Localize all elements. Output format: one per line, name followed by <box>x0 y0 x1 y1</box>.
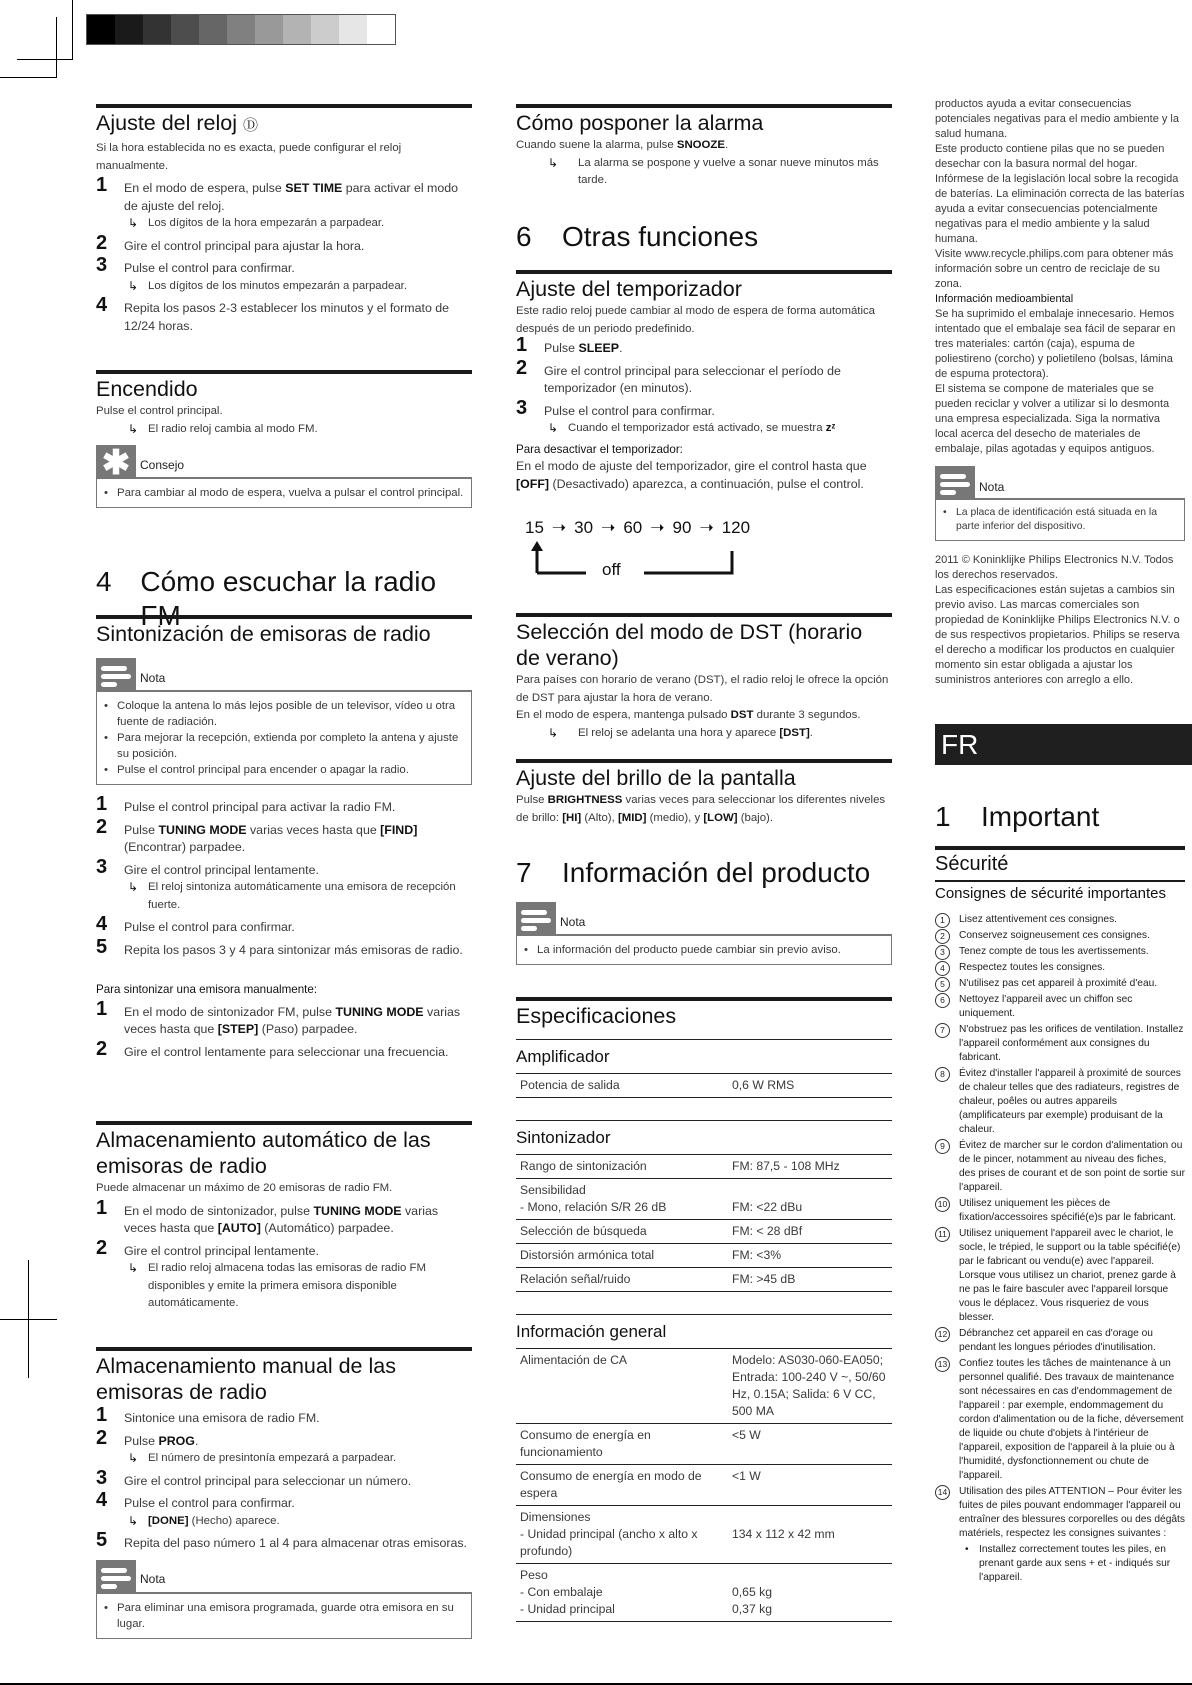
paragraph: Se ha suprimido el embalaje innecesario. Hemos intentado que el embalaje sea fácil de separar en tres materiales: cartón (caja), espuma de poliestireno (corcho) y polietileno (bolsas, lámina de espuma protectora). <box>935 308 1176 380</box>
crop-mark <box>0 1319 57 1320</box>
step: 1 En el modo de sintonizador, pulse TUNING MODE varias veces hasta que [AUTO] (Automático) parpadee. <box>96 1196 439 1235</box>
step: 1 Sintonice una emisora de radio FM. <box>96 1404 320 1426</box>
result: ↳ El radio reloj almacena todas las emisoras de radio FM disponibles y emite la primera emisora disponible automáticamente. <box>96 1260 472 1313</box>
asterisk-tip-icon: ✱ <box>96 445 136 478</box>
gray-swatch <box>339 15 367 44</box>
spec-value: FM: 87,5 - 108 MHz <box>728 1155 892 1179</box>
loop-arrow-icon <box>516 541 756 581</box>
circled-number-icon: 6 <box>935 993 950 1008</box>
section-auto-store <box>96 1121 472 1313</box>
spec-label: Dimensiones - Unidad principal (ancho x alto x profundo) <box>516 1506 728 1564</box>
spec-row <box>516 1465 892 1506</box>
paragraph: Visite www.recycle.philips.com para obtener más información sobre un centro de reciclaje de su zona. <box>935 248 1174 290</box>
step: 3 Gire el control principal lentamente. <box>96 855 319 878</box>
cycle-value: 120 <box>721 518 751 537</box>
spec-label: Sensibilidad - Mono, relación S/R 26 dB <box>516 1179 728 1220</box>
section-dst <box>516 613 892 742</box>
circled-number-icon: 12 <box>935 1327 950 1342</box>
sleep-zz-icon: zᶻ <box>825 422 836 434</box>
safety-item: 12 Débranchez cet appareil en cas d'orage ou pendant les longues périodes d'inutilisation. <box>935 1327 1185 1355</box>
spec-table-general <box>516 1349 892 1622</box>
circled-number-icon: 1 <box>935 913 950 928</box>
gray-swatch <box>367 15 395 44</box>
spec-value: FM: >45 dB <box>728 1268 892 1292</box>
spec-group-title: Información general <box>516 1314 892 1349</box>
step: 4 Pulse el control para confirmar. <box>96 913 295 935</box>
result: ↳ El reloj sintoniza automáticamente una emisora de recepción fuerte. <box>96 879 472 914</box>
crop-mark <box>72 0 73 60</box>
paragraph: En el modo de ajuste del temporizador, gire el control hasta que [OFF] (Desactivado) aparezca, a continuación, pulse el control. <box>516 459 867 491</box>
section-snooze <box>516 104 892 190</box>
result: ↳ Los dígitos de los minutos empezarán a parpadear. <box>96 278 472 296</box>
step: 4 Pulse el control para confirmar. <box>96 1489 295 1511</box>
circled-number-icon: 2 <box>935 929 950 944</box>
gray-swatch <box>115 15 143 44</box>
spec-row <box>516 1074 892 1098</box>
safety-item: 11 Utilisez uniquement l'appareil avec le chariot, le socle, le trépied, le support ou la table spécifié(e) par le fabricant ou vendu(e) avec l'appareil. Lorsque vous utilisez un chariot, prenez garde à ne pas le faire basculer avec l'appareil lorsque vous le déplacez. Vous risqueriez de vous blesser. <box>935 1227 1185 1325</box>
section-title: Almacenamiento automático de las emisoras de radio <box>96 1128 431 1178</box>
right-column <box>935 97 1185 688</box>
gray-swatch <box>143 15 171 44</box>
gray-swatch <box>311 15 339 44</box>
result: ↳ El radio reloj cambia al modo FM. <box>96 421 472 439</box>
step: 2 Gire el control principal lentamente. <box>96 1236 319 1259</box>
intro: Puede almacenar un máximo de 20 emisoras de radio FM. <box>96 1182 393 1194</box>
arrow-right-icon: ➝ <box>551 518 567 537</box>
note-box: Nota • La placa de identificación está situada en la parte inferior del dispositivo. <box>935 473 1185 541</box>
spec-row <box>516 1424 892 1465</box>
tip-box: ✱ Consejo • Para cambiar al modo de espera, vuelva a pulsar el control principal. <box>96 452 472 508</box>
section-title: Encendido <box>96 377 198 401</box>
circled-number-icon: 10 <box>935 1197 950 1212</box>
spec-value: Modelo: AS030-060-EA050; Entrada: 100-240 V ~, 50/60 Hz, 0.15A; Salida: 6 V CC, 500 MA <box>728 1349 892 1424</box>
spec-value: 134 x 112 x 42 mm <box>728 1506 892 1564</box>
section-title: Sintonización de emisoras de radio <box>96 622 431 646</box>
step: 1 En el modo de espera, pulse SET TIME para activar el modo de ajuste del reloj. <box>96 174 459 213</box>
cycle-off-label: off <box>602 560 621 579</box>
spec-label: Selección de búsqueda <box>516 1220 728 1244</box>
page-bottom-rule <box>0 1683 1192 1685</box>
spec-group-title: Sintonizador <box>516 1120 892 1155</box>
arrow-right-icon: ➝ <box>601 518 616 537</box>
intro: Pulse el control principal. <box>96 405 223 417</box>
subsection-title: Consignes de sécurité importantes <box>935 885 1166 902</box>
safety-item: 4 Respectez toutes les consignes. <box>935 961 1185 975</box>
safety-item: 14 Utilisation des piles ATTENTION – Pour éviter les fuites de piles pouvant endommager l'appareil ou entraîner des blessures corporelles ou des dégâts matériels, respectez les consignes suivantes : <box>935 1485 1185 1541</box>
section-title: Especificaciones <box>516 1004 677 1028</box>
spec-label: Peso - Con embalaje - Unidad principal <box>516 1564 728 1622</box>
spec-value: 0,6 W RMS <box>728 1074 892 1098</box>
paragraph: Infórmese de la legislación local sobre la recogida de baterías. La eliminación correcta de las baterías ayuda a evitar consecuencias potencialmente negativas para el medio ambiente y la salud humana. <box>935 173 1185 245</box>
safety-item: 2 Conservez soigneusement ces consignes. <box>935 929 1185 943</box>
note-box: Nota • Coloque la antena lo más lejos posible de un televisor, vídeo u otra fuente de radiación. • Para mejorar la recepción, extienda por completo la antena y ajuste su posición. • Pulse el control principal para encender o apagar la radio. <box>96 665 472 785</box>
section-title: Cómo posponer la alarma <box>516 111 764 135</box>
section-title: Ajuste del brillo de la pantalla <box>516 766 796 790</box>
note-icon <box>96 658 136 691</box>
tip-item: • Para cambiar al modo de espera, vuelva a pulsar el control principal. <box>117 485 465 501</box>
safety-item: 8 Évitez d'installer l'appareil à proximité de sources de chaleur telles que des radiateurs, registres de chaleur, poêles ou autres appareils (amplificateurs par exemple) produisant de la chaleur. <box>935 1067 1185 1137</box>
step: 3 Pulse el control para confirmar. <box>516 396 715 419</box>
safety-item: 1 Lisez attentivement ces consignes. <box>935 913 1185 927</box>
spec-row <box>516 1155 892 1179</box>
gray-swatch <box>283 15 311 44</box>
safety-sub-bullet: • Installez correctement toutes les piles, en prenant garde aux sens + et - indiqués sur l'appareil. <box>965 1544 1171 1583</box>
section-specs <box>516 997 892 1622</box>
result: ↳ El número de presintonía empezará a parpadear. <box>96 1450 472 1468</box>
gray-swatch <box>199 15 227 44</box>
section-clock <box>96 104 472 335</box>
crop-mark <box>17 59 73 60</box>
spec-label: Alimentación de CA <box>516 1349 728 1424</box>
paragraph: Las especificaciones están sujetas a cambios sin previo aviso. Las marcas comerciales son propiedad de Koninklijke Philips Electronics N.V. o de sus respectivos propietarios. Philips se reserva el derecho a modificar los productos en cualquier momento sin estar obligada a ajustar los suministros anteriores con arreglo a ello. <box>935 584 1180 686</box>
section-title: Almacenamiento manual de las emisoras de radio <box>96 1354 396 1404</box>
note-box: Nota • Para eliminar una emisora programada, guarde otra emisora en su lugar. <box>96 1567 472 1639</box>
step: 2 Pulse PROG. <box>96 1426 199 1449</box>
paragraph: productos ayuda a evitar consecuencias potenciales negativas para el medio ambiente y la salud humana. <box>935 98 1179 140</box>
step: 2 Gire el control principal para seleccionar el período de temporizador (en minutos). <box>516 356 841 395</box>
spec-label: Rango de sintonización <box>516 1155 728 1179</box>
section-title: Sécurité <box>935 853 1009 875</box>
gray-swatch <box>227 15 255 44</box>
safety-item: 5 N'utilisez pas cet appareil à proximité d'eau. <box>935 977 1185 991</box>
chapter-4-heading: 4 Cómo escuchar la radio FM <box>96 566 437 631</box>
section-brightness <box>516 759 892 827</box>
note-icon <box>935 466 975 499</box>
cycle-value: 60 <box>623 518 643 537</box>
cycle-value: 30 <box>574 518 594 537</box>
paragraph: El sistema se compone de materiales que se pueden reciclar y volver a utilizar si lo desmonta una empresa especializada. Siga la normativa local acerca del desecho de materiales de embalaje, pilas agotadas y equipos antiguos. <box>935 383 1170 455</box>
step: 5 Repita del paso número 1 al 4 para almacenar otras emisoras. <box>96 1529 467 1551</box>
step: 4 Repita los pasos 2-3 establecer los minutos y el formato de 12/24 horas. <box>96 294 450 333</box>
circled-number-icon: 11 <box>935 1227 950 1242</box>
spec-label: Consumo de energía en funcionamiento <box>516 1424 728 1465</box>
spec-row <box>516 1244 892 1268</box>
gray-swatch <box>171 15 199 44</box>
spec-row <box>516 1179 892 1220</box>
spec-value: <5 W <box>728 1424 892 1465</box>
step: 2 Gire el control principal para ajustar la hora. <box>96 231 365 254</box>
intro: Este radio reloj puede cambiar al modo de espera de forma automática después de un periodo predefinido. <box>516 305 876 335</box>
section-title: Ajuste del temporizador <box>516 277 742 301</box>
right-column-fr <box>935 800 1185 1587</box>
safety-item: 13 Confiez toutes les tâches de maintenance à un personnel qualifié. Des travaux de maintenance sont nécessaires en cas d'endommagement de l'appareil : par exemple, endommagement du cordon d'alimentation ou de la fiche, déversement de liquide ou chute d'objets à l'intérieur de l'appareil, exposition de l'appareil à la pluie ou à l'humidité, dysfonctionnement ou chute de l'appareil. <box>935 1357 1185 1483</box>
step: 3 Gire el control principal para seleccionar un número. <box>96 1466 412 1489</box>
circled-number-icon: 5 <box>935 977 950 992</box>
circled-number-icon: 7 <box>935 1023 950 1038</box>
spec-label: Distorsión armónica total <box>516 1244 728 1268</box>
spec-row <box>516 1564 892 1622</box>
spec-value: <1 W <box>728 1465 892 1506</box>
safety-item: 10 Utilisez uniquement les pièces de fixation/accessoires spécifié(e)s par le fabricant. <box>935 1197 1185 1225</box>
safety-list <box>935 913 1185 1585</box>
note-icon <box>516 902 556 935</box>
spec-table-tuner <box>516 1155 892 1292</box>
safety-item: 7 N'obstruez pas les orifices de ventilation. Installez l'appareil conformément aux consignes du fabricant. <box>935 1023 1185 1065</box>
intro: Para países con horario de verano (DST), el radio reloj le ofrece la opción de DST para ajustar la hora de verano. <box>516 674 889 704</box>
note-icon <box>96 1560 136 1593</box>
spec-row <box>516 1268 892 1292</box>
result: ↳ Cuando el temporizador está activado, se muestra zᶻ <box>516 420 892 438</box>
circled-number-icon: 13 <box>935 1357 950 1372</box>
step: 3 Pulse el control para confirmar. <box>96 254 295 276</box>
subheading: Para desactivar el temporizador: <box>516 442 683 456</box>
result: ↳ La alarma se pospone y vuelve a sonar nueve minutos más tarde. <box>516 155 892 190</box>
intro: Si la hora establecida no es exacta, puede configurar el reloj manualmente. <box>96 142 402 172</box>
result: ↳ Los dígitos de la hora empezarán a parpadear. <box>96 215 472 233</box>
spec-value: FM: <3% <box>728 1244 892 1268</box>
subheading: Información medioambiental <box>935 293 1074 305</box>
subheading: Para sintonizar una emisora manualmente: <box>96 983 318 996</box>
d-circle-icon: Ⓓ <box>243 117 259 134</box>
chapter-1-heading: 1 Important <box>935 801 1100 832</box>
step: 1 Pulse el control principal para activar la radio FM. <box>96 793 396 815</box>
step: 1 Pulse SLEEP. <box>516 334 623 356</box>
chapter-7-heading: 7 Información del producto <box>516 857 871 888</box>
cycle-value: 90 <box>672 518 692 537</box>
spec-label: Potencia de salida <box>516 1074 728 1098</box>
paragraph: Este producto contiene pilas que no se pueden desechar con la basura normal del hogar. <box>935 143 1165 170</box>
step: 2 Pulse TUNING MODE varias veces hasta que [FIND] (Encontrar) parpadee. <box>96 815 418 854</box>
spec-label: Consumo de energía en modo de espera <box>516 1465 728 1506</box>
cycle-value: 15 <box>525 518 544 537</box>
spec-value: FM: <22 dBu <box>728 1179 892 1220</box>
chapter-6-heading: 6 Otras funciones <box>516 221 759 252</box>
intro: Cuando suene la alarma, pulse SNOOZE. <box>516 139 729 151</box>
section-sleep-timer <box>516 270 892 589</box>
crop-mark <box>0 77 57 78</box>
section-title: Selección del modo de DST (horario de verano) <box>516 620 863 670</box>
step: 1 En el modo de sintonizador FM, pulse TUNING MODE varias veces hasta que [STEP] (Paso) parpadee. <box>96 997 461 1036</box>
safety-item: 3 Tenez compte de tous les avertissements. <box>935 945 1185 959</box>
note-box: Nota • La información del producto puede cambiar sin previo aviso. <box>516 909 892 965</box>
result: ↳ El reloj se adelanta una hora y aparece [DST]. <box>516 725 892 743</box>
crop-mark <box>56 17 57 77</box>
circled-number-icon: 3 <box>935 945 950 960</box>
section-title: Ajuste del reloj Ⓓ <box>96 111 259 135</box>
paragraph: Pulse BRIGHTNESS varias veces para seleccionar los diferentes niveles de brillo: [HI] (Alto), [MID] (medio), y [LOW] (bajo). <box>516 794 886 824</box>
safety-item: 9 Évitez de marcher sur le cordon d'alimentation ou de le pincer, notamment au niveau des fiches, des prises de courant et de son point de sortie sur l'appareil. <box>935 1139 1185 1195</box>
spec-row <box>516 1506 892 1564</box>
arrow-right-icon: ➝ <box>699 518 714 537</box>
section-power <box>96 370 472 508</box>
paragraph: En el modo de espera, mantenga pulsado DST durante 3 segundos. <box>516 709 861 721</box>
result: ↳ [DONE] (Hecho) aparece. <box>96 1513 472 1531</box>
safety-item: 6 Nettoyez l'appareil avec un chiffon sec uniquement. <box>935 993 1185 1021</box>
spec-row <box>516 1349 892 1424</box>
gray-swatch <box>255 15 283 44</box>
grayscale-calibration-bar <box>86 14 396 45</box>
step: 2 Gire el control lentamente para seleccionar una frecuencia. <box>96 1037 449 1060</box>
circled-number-icon: 14 <box>935 1485 950 1500</box>
step: 5 Repita los pasos 3 y 4 para sintonizar más emisoras de radio. <box>96 935 463 958</box>
spec-row <box>516 1220 892 1244</box>
sleep-cycle-diagram <box>516 519 892 589</box>
section-tuning <box>96 615 472 1061</box>
arrow-right-icon: ➝ <box>650 518 665 537</box>
spec-group-title: Amplificador <box>516 1039 892 1074</box>
language-tab-fr: FR <box>935 724 1192 765</box>
gray-swatch <box>87 15 115 44</box>
circled-number-icon: 4 <box>935 961 950 976</box>
spec-value: 0,65 kg 0,37 kg <box>728 1564 892 1622</box>
spec-table-amplifier <box>516 1074 892 1098</box>
section-manual-store <box>96 1347 472 1639</box>
copyright: 2011 © Koninklijke Philips Electronics N.V. Todos los derechos reservados. <box>935 554 1174 581</box>
spec-label: Relación señal/ruido <box>516 1268 728 1292</box>
circled-number-icon: 8 <box>935 1067 950 1082</box>
circled-number-icon: 9 <box>935 1139 950 1154</box>
spec-value: FM: < 28 dBf <box>728 1220 892 1244</box>
